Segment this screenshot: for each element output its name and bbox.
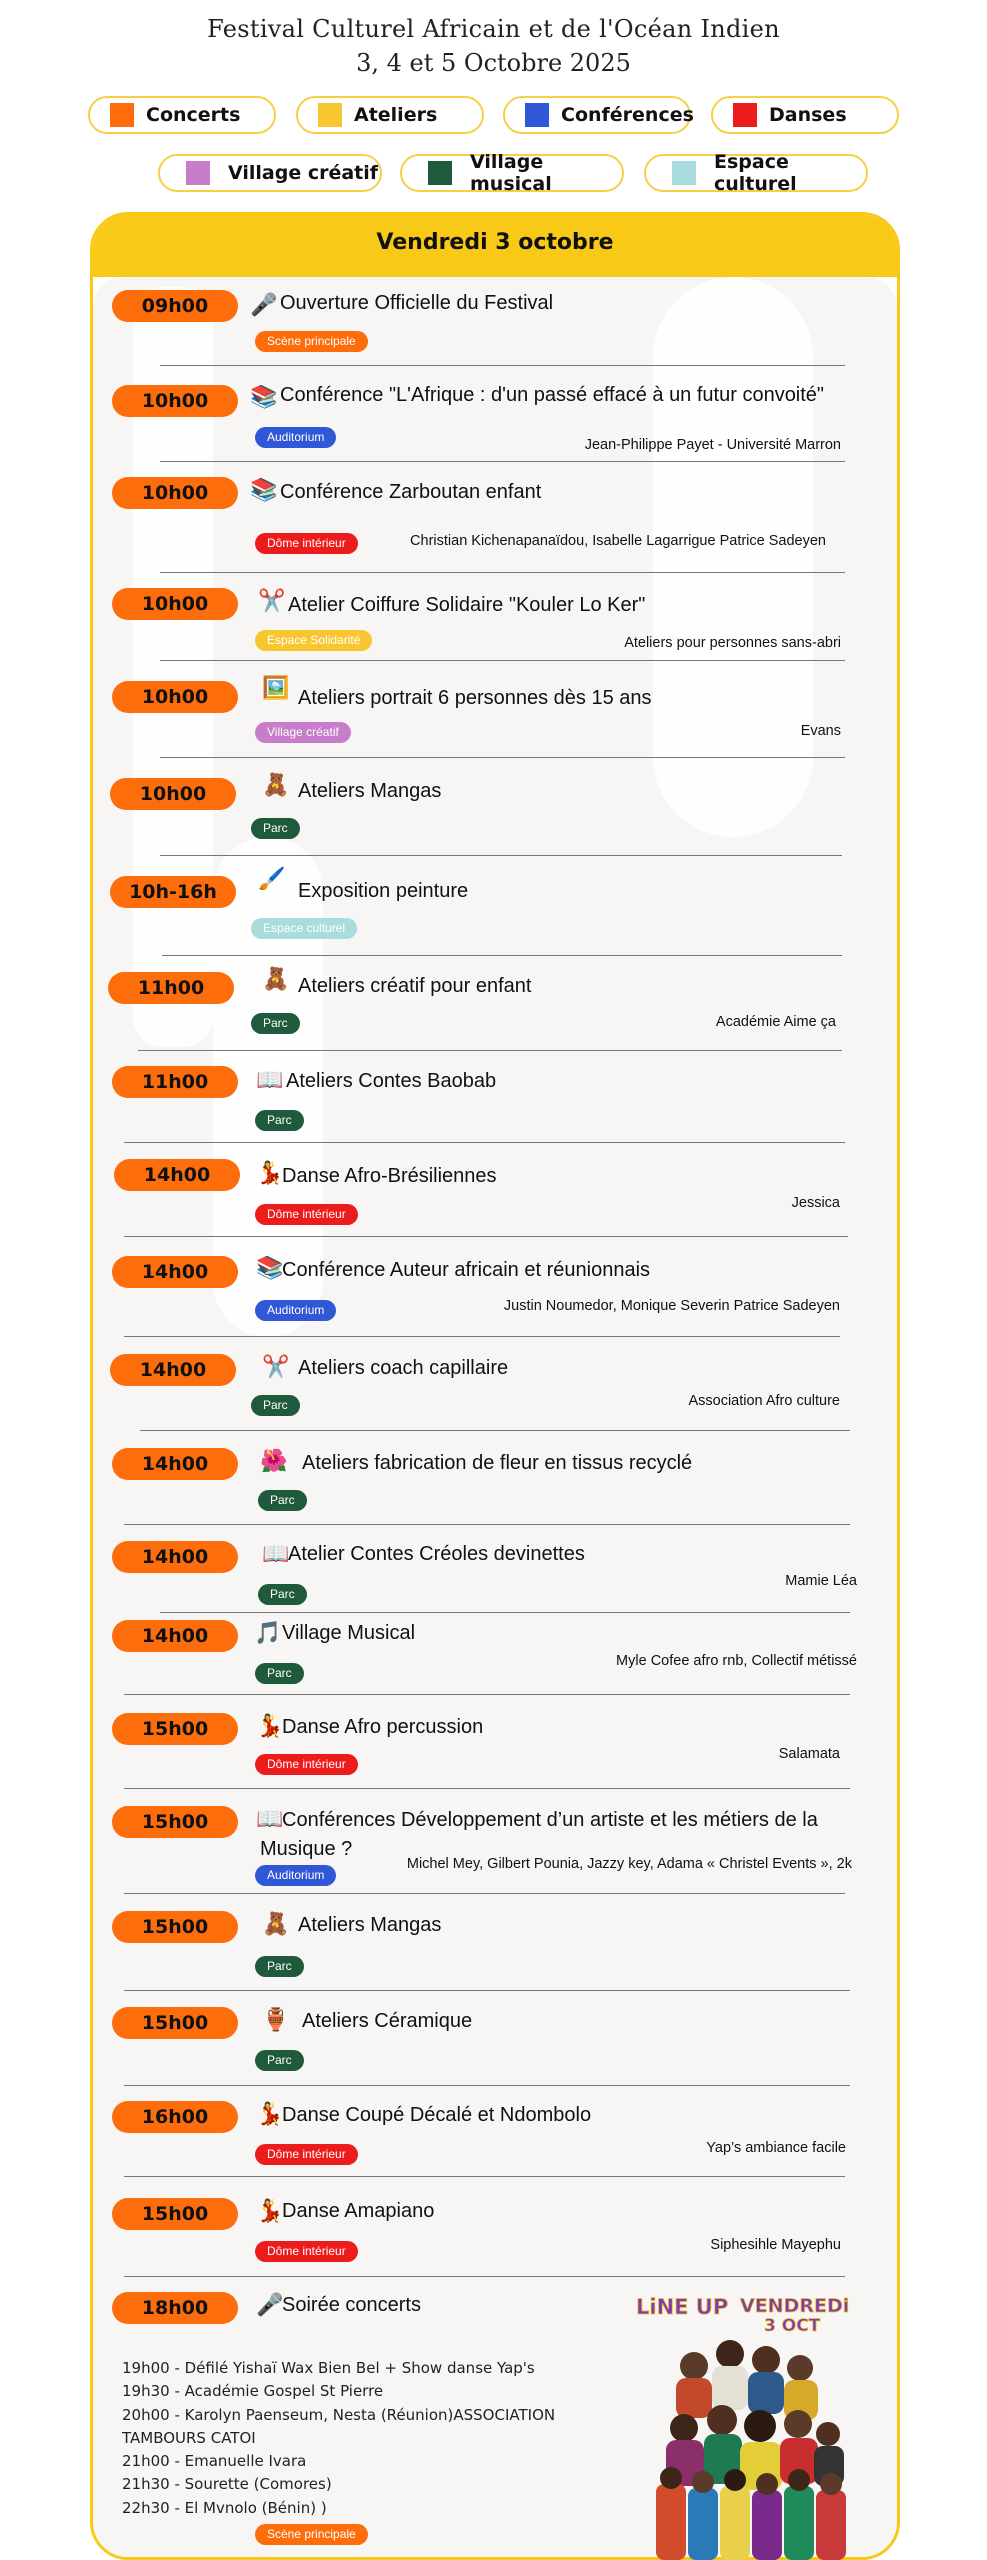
event-time: 15h00: [112, 1806, 238, 1838]
event-time: 14h00: [110, 1354, 236, 1386]
lineup-poster-art: [632, 2288, 862, 2560]
row-divider: [124, 2085, 850, 2086]
location-badge: Auditorium: [255, 427, 336, 448]
manga-icon: 🧸: [262, 772, 290, 797]
row-divider: [160, 461, 845, 462]
open-book-icon: 📖: [256, 1067, 284, 1092]
event-speakers: Association Afro culture: [688, 1393, 840, 1409]
dancer-icon: 💃: [256, 1713, 284, 1738]
event-speakers: Académie Aime ça: [715, 1014, 836, 1030]
event-time: 10h00: [112, 385, 238, 417]
row-divider: [160, 660, 845, 661]
legend-label: Village créatif: [228, 162, 379, 184]
village-creatif-swatch: [186, 161, 210, 185]
legend-label: Concerts: [146, 104, 241, 126]
legend-espace-culturel[interactable]: [644, 151, 868, 195]
books-icon: 📚: [250, 477, 278, 502]
poster-artists-group: [656, 2340, 846, 2560]
row-divider: [124, 1893, 845, 1894]
poster-day-text: VENDREDi: [740, 2295, 850, 2317]
concerts-swatch: [110, 103, 134, 127]
portrait-icon: 🖼️: [262, 675, 290, 700]
row-divider: [124, 2176, 845, 2177]
legend-village-creatif[interactable]: [158, 154, 382, 192]
event-time: 14h00: [112, 1448, 238, 1480]
event-title: Ateliers Mangas: [298, 1914, 442, 1936]
event-time: 14h00: [112, 1541, 238, 1573]
legend-label: Village musical: [470, 151, 552, 195]
event-title: Ateliers coach capillaire: [298, 1357, 509, 1379]
event-time: 10h-16h: [110, 876, 236, 908]
row-divider: [124, 2276, 845, 2277]
legend-label: Ateliers: [354, 104, 438, 126]
event-time: 09h00: [112, 290, 238, 322]
festival-dates: 3, 4 et 5 Octobre 2025: [356, 49, 631, 77]
event-speakers: Michel Mey, Gilbert Pounia, Jazzy key, Adama « Christel Events », 2k: [406, 1856, 852, 1872]
location-badge: Dôme intérieur: [255, 2241, 358, 2262]
concert-program: [122, 2357, 555, 2520]
location-badge: Dôme intérieur: [255, 1204, 358, 1225]
row-divider: [124, 1142, 845, 1143]
location-badge: Parc: [255, 1956, 304, 1977]
manga-icon: 🧸: [262, 1911, 290, 1936]
event-title: Danse Amapiano: [282, 2200, 435, 2222]
event-title: Ouverture Officielle du Festival: [280, 292, 554, 314]
location-badge: Scène principale: [255, 331, 368, 352]
event-time: 15h00: [112, 2007, 238, 2039]
event-title: Exposition peinture: [298, 880, 469, 902]
event-time: 18h00: [112, 2292, 238, 2324]
background-shape: [653, 277, 813, 837]
location-badge: Espace culturel: [251, 918, 357, 939]
program-line: 21h30 - Sourette (Comores): [122, 2475, 332, 2494]
event-time: 15h00: [112, 2198, 238, 2230]
scissors-icon: ✂️: [262, 1354, 290, 1379]
event-speakers: Myle Cofee afro rnb, Collectif métissé: [616, 1653, 857, 1669]
event-time: 10h00: [112, 681, 238, 713]
row-divider: [162, 955, 842, 956]
program-line: 20h00 - Karolyn Paenseum, Nesta (Réunion)ASSOCIATION: [122, 2405, 556, 2424]
books-icon: 📚: [256, 1255, 284, 1280]
easel-icon: 🖌️: [258, 866, 286, 891]
program-line: 21h00 - Emanuelle Ivara: [122, 2452, 307, 2471]
event-speakers: Mamie Léa: [785, 1573, 857, 1589]
location-badge: Dôme intérieur: [255, 533, 358, 554]
open-book-icon: 📖: [262, 1541, 290, 1566]
program-line: TAMBOURS CATOI: [122, 2428, 256, 2447]
row-divider: [160, 1612, 850, 1613]
pottery-icon: 🏺: [262, 2007, 290, 2032]
event-time: 10h00: [110, 778, 236, 810]
row-divider: [124, 1336, 840, 1337]
legend-conferences[interactable]: [503, 96, 694, 134]
location-badge: Auditorium: [255, 1865, 336, 1886]
event-title: Atelier Contes Créoles devinettes: [288, 1543, 585, 1565]
dancer-icon: 💃: [256, 2101, 284, 2126]
danses-swatch: [733, 103, 757, 127]
music-note-icon: 🎵: [254, 1620, 282, 1645]
row-divider: [160, 365, 845, 366]
poster-date-text: 3 OCT: [764, 2316, 821, 2336]
location-badge: Dôme intérieur: [255, 2144, 358, 2165]
event-speakers: Yap’s ambiance facile: [706, 2140, 846, 2156]
event-title: Conférences Développement d’un artiste et les métiers de la Musique ?: [260, 1809, 818, 1860]
legend-village-musical[interactable]: [400, 151, 624, 195]
event-title: Soirée concerts: [282, 2294, 421, 2316]
legend-danses[interactable]: [711, 96, 899, 134]
microphone-icon: 🎤: [250, 292, 278, 317]
event-time: 14h00: [112, 1256, 238, 1288]
books-icon: 📚: [250, 384, 278, 409]
craft-icon: 🧸: [262, 966, 290, 991]
legend-label: Danses: [769, 104, 847, 126]
row-divider: [138, 1050, 842, 1051]
event-time: 14h00: [114, 1159, 240, 1191]
event-title: Village Musical: [282, 1622, 416, 1644]
program-line: 19h30 - Académie Gospel St Pierre: [122, 2382, 384, 2401]
row-divider: [160, 757, 845, 758]
row-divider: [124, 1236, 848, 1237]
event-title: Danse Afro percussion: [282, 1716, 484, 1738]
poster-lineup-text: LiNE UP: [636, 2295, 729, 2319]
location-badge: Village créatif: [255, 722, 351, 743]
event-speakers: Siphesihle Mayephu: [710, 2237, 841, 2253]
event-time: 15h00: [112, 1713, 238, 1745]
event-title: Ateliers fabrication de fleur en tissus recyclé: [302, 1452, 693, 1474]
row-divider: [124, 1788, 850, 1789]
location-badge: Parc: [255, 2050, 304, 2071]
event-time: 16h00: [112, 2101, 238, 2133]
legend-label: Espace culturel: [714, 151, 797, 195]
location-badge: Parc: [251, 1395, 300, 1416]
location-badge: Parc: [251, 818, 300, 839]
day-title: Vendredi 3 octobre: [93, 215, 897, 277]
event-speakers: Salamata: [778, 1746, 840, 1762]
row-divider: [140, 1430, 850, 1431]
ateliers-swatch: [318, 103, 342, 127]
event-title: Ateliers Céramique: [302, 2010, 473, 2032]
festival-header: [0, 12, 987, 80]
microphone-icon: 🎤: [256, 2292, 284, 2317]
event-title: Conférence Auteur africain et réunionnais: [282, 1259, 651, 1281]
event-title: Ateliers créatif pour enfant: [298, 975, 532, 997]
event-title: Ateliers Contes Baobab: [286, 1070, 497, 1092]
open-book-icon: 📖: [256, 1806, 284, 1831]
event-title: Conférence Zarboutan enfant: [280, 481, 542, 503]
event-speakers: Christian Kichenapanaïdou, Isabelle Lagarrigue Patrice Sadeyen: [410, 533, 826, 549]
event-speakers: Jessica: [791, 1195, 840, 1211]
program-line: 19h00 - Défilé Yishaï Wax Bien Bel + Show danse Yap's: [122, 2359, 535, 2377]
event-time: 11h00: [112, 1066, 238, 1098]
event-title: Conférence "L'Afrique : d'un passé effacé à un futur convoité": [280, 384, 825, 406]
scissors-icon: ✂️: [258, 588, 286, 613]
event-time: 14h00: [112, 1620, 238, 1652]
event-speakers: Ateliers pour personnes sans-abri: [624, 635, 841, 651]
event-title: Ateliers portrait 6 personnes dès 15 ans: [298, 687, 652, 709]
location-badge: Dôme intérieur: [255, 1754, 358, 1775]
row-divider: [160, 572, 845, 573]
event-time: 10h00: [112, 588, 238, 620]
legend-ateliers[interactable]: [296, 96, 484, 134]
row-divider: [124, 1524, 850, 1525]
event-speakers: Evans: [800, 723, 841, 739]
flower-icon: 🌺: [260, 1448, 288, 1473]
lineup-poster: [632, 2288, 862, 2560]
conferences-swatch: [525, 103, 549, 127]
dancer-icon: 💃: [256, 1160, 284, 1185]
event-title: Ateliers Mangas: [298, 780, 442, 802]
legend-concerts[interactable]: [88, 96, 276, 134]
event-time: 11h00: [108, 972, 234, 1004]
espace-culturel-swatch: [672, 161, 696, 185]
location-badge: Parc: [258, 1490, 307, 1511]
location-badge: Espace Solidarité: [255, 630, 372, 651]
location-badge: Parc: [255, 1110, 304, 1131]
location-badge: Parc: [255, 1663, 304, 1684]
event-speakers: Justin Noumedor, Monique Severin Patrice Sadeyen: [503, 1298, 840, 1314]
event-title: Danse Afro-Brésiliennes: [282, 1165, 497, 1187]
program-line: 22h30 - El Mvnolo (Bénin) ): [122, 2498, 327, 2517]
festival-title: Festival Culturel Africain et de l'Océan Indien: [207, 15, 780, 43]
event-time: 15h00: [112, 1911, 238, 1943]
location-badge: Parc: [258, 1584, 307, 1605]
dancer-icon: 💃: [256, 2198, 284, 2223]
event-title: Danse Coupé Décalé et Ndombolo: [282, 2104, 592, 2126]
row-divider: [160, 855, 842, 856]
legend-label: Conférences: [561, 104, 694, 126]
location-badge: Scène principale: [255, 2524, 368, 2545]
location-badge: Auditorium: [255, 1300, 336, 1321]
row-divider: [124, 1990, 850, 1991]
event-title: Atelier Coiffure Solidaire "Kouler Lo Ker": [288, 594, 646, 616]
event-time: 10h00: [112, 477, 238, 509]
event-speakers: Jean-Philippe Payet - Université Marron: [584, 437, 841, 453]
village-musical-swatch: [428, 161, 452, 185]
location-badge: Parc: [251, 1013, 300, 1034]
row-divider: [124, 1694, 850, 1695]
